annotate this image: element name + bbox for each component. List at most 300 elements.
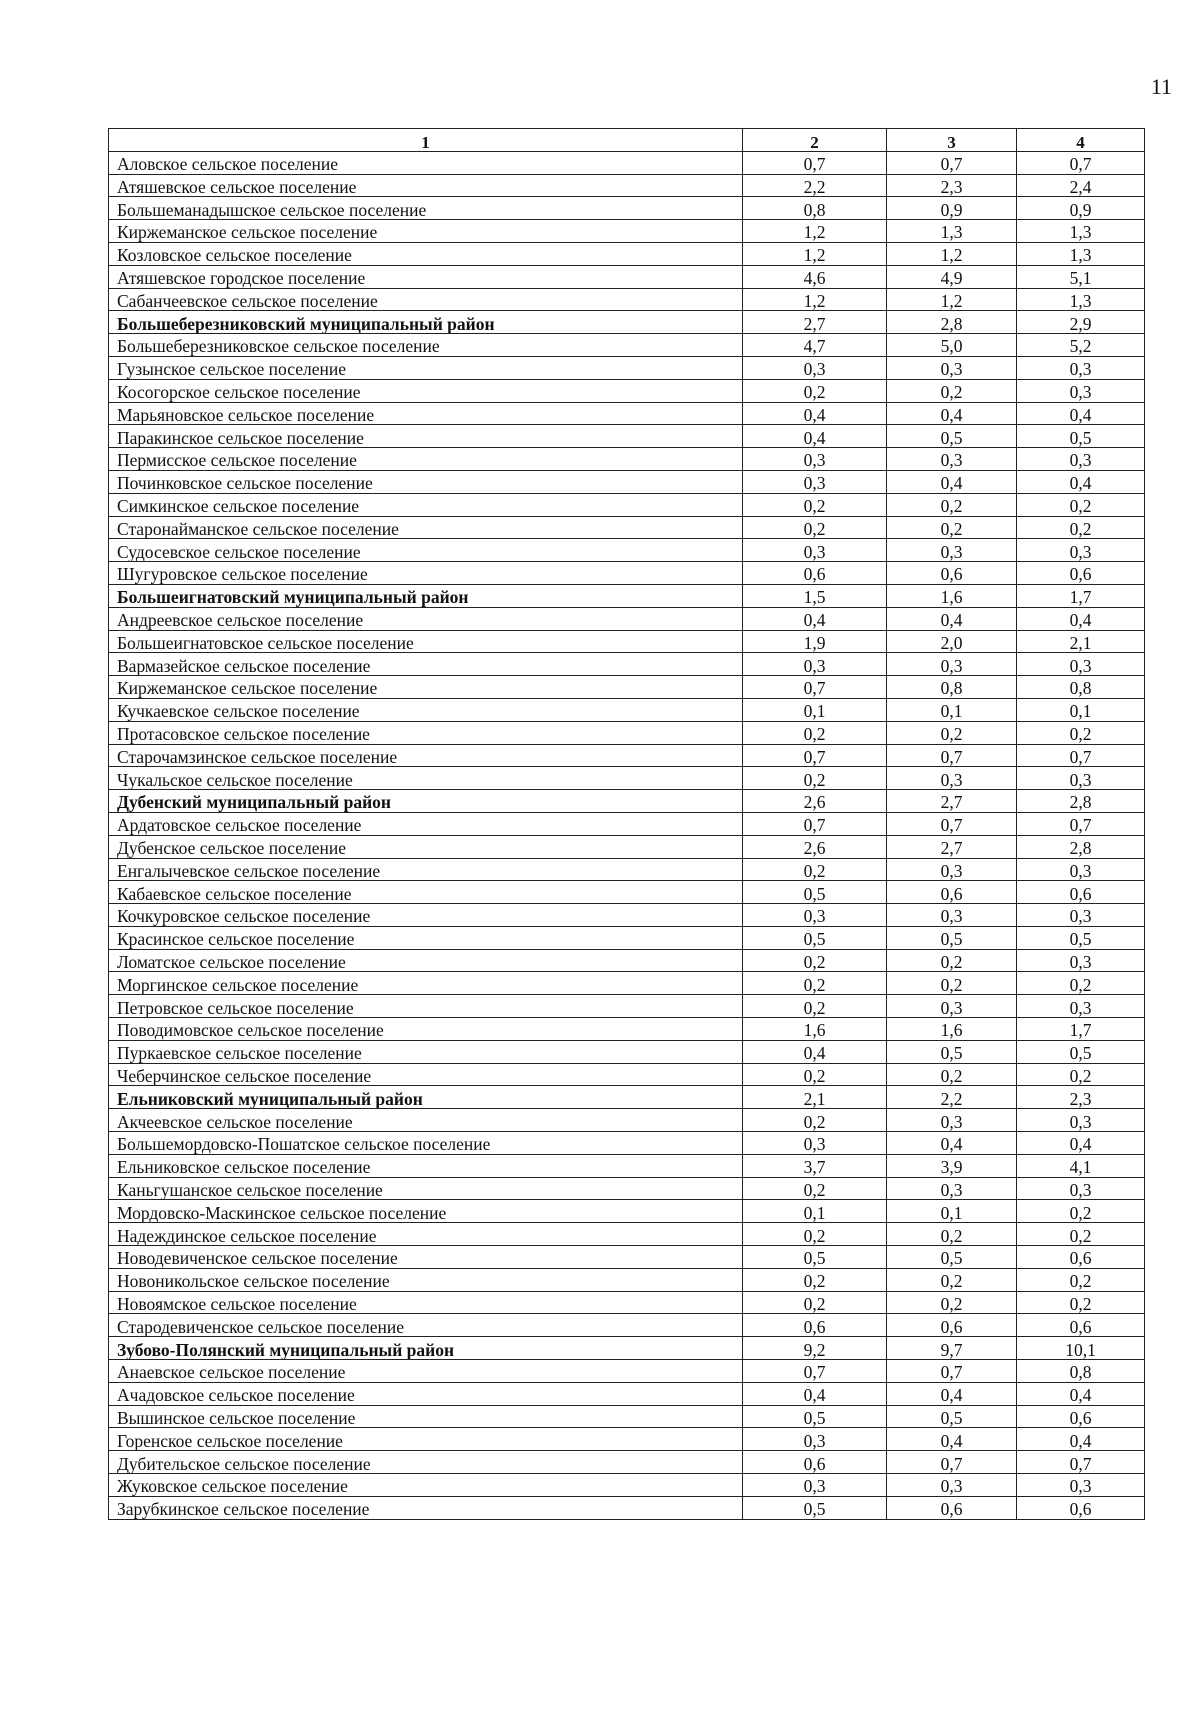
- settlement-name-cell: Кабаевское сельское поселение: [109, 881, 743, 904]
- value-col-3-cell: 0,4: [887, 470, 1017, 493]
- value-col-3-cell: 0,3: [887, 1109, 1017, 1132]
- value-col-3-cell: 0,2: [887, 516, 1017, 539]
- column-header-3: 3: [887, 129, 1017, 152]
- settlement-name-cell: Сабанчеевское сельское поселение: [109, 288, 743, 311]
- value-col-2-cell: 0,7: [743, 744, 887, 767]
- table-row: [109, 1428, 1145, 1451]
- settlement-name-cell: Ачадовское сельское поселение: [109, 1382, 743, 1405]
- settlement-name-cell: Атяшевское городское поселение: [109, 265, 743, 288]
- value-col-3-cell: 0,7: [887, 1451, 1017, 1474]
- settlement-name-cell: Зарубкинское сельское поселение: [109, 1496, 743, 1519]
- value-col-2-cell: 0,3: [743, 470, 887, 493]
- settlement-name-cell: Большеберезниковский муниципальный район: [109, 311, 743, 334]
- value-col-3-cell: 2,3: [887, 174, 1017, 197]
- value-col-4-cell: 0,4: [1017, 470, 1145, 493]
- value-col-4-cell: 5,2: [1017, 334, 1145, 357]
- value-col-3-cell: 0,4: [887, 607, 1017, 630]
- table-row: [109, 1451, 1145, 1474]
- settlement-name-cell: Большеберезниковское сельское поселение: [109, 334, 743, 357]
- value-col-2-cell: 0,4: [743, 607, 887, 630]
- settlement-name-cell: Большеигнатовское сельское поселение: [109, 630, 743, 653]
- table-row: [109, 676, 1145, 699]
- settlement-name-cell: Новодевиченское сельское поселение: [109, 1246, 743, 1269]
- table-row: [109, 151, 1145, 174]
- settlement-name-cell: Красинское сельское поселение: [109, 926, 743, 949]
- table-row: [109, 174, 1145, 197]
- table-row: [109, 881, 1145, 904]
- settlement-name-cell: Симкинское сельское поселение: [109, 493, 743, 516]
- value-col-2-cell: 0,5: [743, 1496, 887, 1519]
- settlement-name-cell: Надеждинское сельское поселение: [109, 1223, 743, 1246]
- settlement-name-cell: Моргинское сельское поселение: [109, 972, 743, 995]
- value-col-2-cell: 0,2: [743, 1109, 887, 1132]
- value-col-2-cell: 0,5: [743, 926, 887, 949]
- value-col-4-cell: 0,7: [1017, 744, 1145, 767]
- value-col-4-cell: 0,2: [1017, 1268, 1145, 1291]
- settlement-name-cell: Киржеманское сельское поселение: [109, 676, 743, 699]
- value-col-4-cell: 0,3: [1017, 356, 1145, 379]
- table-row: [109, 995, 1145, 1018]
- value-col-3-cell: 0,6: [887, 562, 1017, 585]
- settlement-name-cell: Паракинское сельское поселение: [109, 425, 743, 448]
- table-row: [109, 539, 1145, 562]
- table-row: [109, 1132, 1145, 1155]
- table-row: [109, 949, 1145, 972]
- value-col-4-cell: 1,7: [1017, 584, 1145, 607]
- settlement-name-cell: Атяшевское сельское поселение: [109, 174, 743, 197]
- value-col-2-cell: 0,2: [743, 949, 887, 972]
- value-col-2-cell: 4,6: [743, 265, 887, 288]
- value-col-2-cell: 0,2: [743, 493, 887, 516]
- table-header-row: [109, 129, 1145, 152]
- settlement-name-cell: Кочкуровское сельское поселение: [109, 904, 743, 927]
- table-row: [109, 630, 1145, 653]
- value-col-4-cell: 0,2: [1017, 1291, 1145, 1314]
- value-col-4-cell: 0,3: [1017, 1109, 1145, 1132]
- table-row: [109, 1314, 1145, 1337]
- value-col-2-cell: 4,7: [743, 334, 887, 357]
- value-col-4-cell: 0,3: [1017, 767, 1145, 790]
- value-col-4-cell: 0,2: [1017, 1223, 1145, 1246]
- table-row: [109, 1063, 1145, 1086]
- value-col-2-cell: 0,4: [743, 1040, 887, 1063]
- table-row: [109, 1154, 1145, 1177]
- value-col-2-cell: 2,7: [743, 311, 887, 334]
- settlement-name-cell: Каньгушанское сельское поселение: [109, 1177, 743, 1200]
- table-row: [109, 744, 1145, 767]
- value-col-4-cell: 1,7: [1017, 1018, 1145, 1041]
- district-row: [109, 311, 1145, 334]
- value-col-2-cell: 0,3: [743, 653, 887, 676]
- table-row: [109, 1360, 1145, 1383]
- value-col-2-cell: 0,7: [743, 1360, 887, 1383]
- table-row: [109, 698, 1145, 721]
- value-col-4-cell: 0,3: [1017, 949, 1145, 972]
- value-col-3-cell: 0,1: [887, 698, 1017, 721]
- value-col-4-cell: 0,5: [1017, 926, 1145, 949]
- table-row: [109, 242, 1145, 265]
- table-row: [109, 858, 1145, 881]
- value-col-2-cell: 0,1: [743, 1200, 887, 1223]
- value-col-2-cell: 2,6: [743, 835, 887, 858]
- value-col-2-cell: 9,2: [743, 1337, 887, 1360]
- value-col-3-cell: 0,4: [887, 1382, 1017, 1405]
- table-row: [109, 926, 1145, 949]
- value-col-2-cell: 1,9: [743, 630, 887, 653]
- value-col-2-cell: 0,3: [743, 539, 887, 562]
- value-col-3-cell: 0,2: [887, 1291, 1017, 1314]
- value-col-2-cell: 0,7: [743, 676, 887, 699]
- settlement-name-cell: Пермисское сельское поселение: [109, 448, 743, 471]
- table-row: [109, 972, 1145, 995]
- value-col-4-cell: 0,2: [1017, 721, 1145, 744]
- settlement-name-cell: Марьяновское сельское поселение: [109, 402, 743, 425]
- value-col-3-cell: 0,3: [887, 653, 1017, 676]
- settlement-name-cell: Большеманадышское сельское поселение: [109, 197, 743, 220]
- value-col-3-cell: 1,2: [887, 288, 1017, 311]
- value-col-4-cell: 1,3: [1017, 288, 1145, 311]
- settlement-name-cell: Козловское сельское поселение: [109, 242, 743, 265]
- value-col-3-cell: 0,2: [887, 1223, 1017, 1246]
- value-col-3-cell: 0,6: [887, 1496, 1017, 1519]
- settlement-name-cell: Чукальское сельское поселение: [109, 767, 743, 790]
- settlement-name-cell: Петровское сельское поселение: [109, 995, 743, 1018]
- value-col-3-cell: 1,6: [887, 1018, 1017, 1041]
- value-col-4-cell: 0,6: [1017, 1314, 1145, 1337]
- table-row: [109, 1291, 1145, 1314]
- table-row: [109, 470, 1145, 493]
- value-col-2-cell: 0,3: [743, 1474, 887, 1497]
- table-row: [109, 448, 1145, 471]
- value-col-4-cell: 2,1: [1017, 630, 1145, 653]
- table-row: [109, 1405, 1145, 1428]
- table-row: [109, 721, 1145, 744]
- table-row: [109, 653, 1145, 676]
- table-row: [109, 197, 1145, 220]
- value-col-3-cell: 0,3: [887, 448, 1017, 471]
- value-col-4-cell: 0,3: [1017, 653, 1145, 676]
- value-col-3-cell: 0,3: [887, 356, 1017, 379]
- table-row: [109, 1382, 1145, 1405]
- settlement-name-cell: Акчеевское сельское поселение: [109, 1109, 743, 1132]
- value-col-4-cell: 0,4: [1017, 402, 1145, 425]
- value-col-3-cell: 0,4: [887, 402, 1017, 425]
- value-col-2-cell: 0,5: [743, 881, 887, 904]
- settlement-name-cell: Стародевиченское сельское поселение: [109, 1314, 743, 1337]
- settlement-name-cell: Большеигнатовский муниципальный район: [109, 584, 743, 607]
- table-row: [109, 1474, 1145, 1497]
- table-row: [109, 379, 1145, 402]
- settlement-name-cell: Старонайманское сельское поселение: [109, 516, 743, 539]
- table-row: [109, 1268, 1145, 1291]
- value-col-4-cell: 0,6: [1017, 881, 1145, 904]
- value-col-2-cell: 1,6: [743, 1018, 887, 1041]
- value-col-3-cell: 2,7: [887, 790, 1017, 813]
- table-row: [109, 265, 1145, 288]
- settlement-name-cell: Жуковское сельское поселение: [109, 1474, 743, 1497]
- value-col-2-cell: 1,2: [743, 288, 887, 311]
- table-row: [109, 493, 1145, 516]
- value-col-3-cell: 0,7: [887, 1360, 1017, 1383]
- value-col-4-cell: 2,8: [1017, 835, 1145, 858]
- settlement-name-cell: Ельниковский муниципальный район: [109, 1086, 743, 1109]
- settlement-name-cell: Протасовское сельское поселение: [109, 721, 743, 744]
- value-col-2-cell: 0,3: [743, 448, 887, 471]
- table-row: [109, 812, 1145, 835]
- value-col-2-cell: 0,1: [743, 698, 887, 721]
- settlement-name-cell: Гузынское сельское поселение: [109, 356, 743, 379]
- value-col-3-cell: 2,2: [887, 1086, 1017, 1109]
- value-col-4-cell: 0,3: [1017, 1474, 1145, 1497]
- value-col-2-cell: 0,8: [743, 197, 887, 220]
- table-row: [109, 1246, 1145, 1269]
- column-header-1: 1: [109, 129, 743, 152]
- value-col-2-cell: 0,2: [743, 995, 887, 1018]
- value-col-4-cell: 0,3: [1017, 904, 1145, 927]
- settlement-name-cell: Мордовско-Маскинское сельское поселение: [109, 1200, 743, 1223]
- table-row: [109, 904, 1145, 927]
- value-col-3-cell: 2,8: [887, 311, 1017, 334]
- value-col-4-cell: 2,9: [1017, 311, 1145, 334]
- value-col-2-cell: 0,2: [743, 1177, 887, 1200]
- value-col-3-cell: 0,4: [887, 1428, 1017, 1451]
- settlement-name-cell: Аловское сельское поселение: [109, 151, 743, 174]
- value-col-2-cell: 0,3: [743, 1132, 887, 1155]
- table-row: [109, 1018, 1145, 1041]
- value-col-2-cell: 0,3: [743, 356, 887, 379]
- value-col-3-cell: 3,9: [887, 1154, 1017, 1177]
- value-col-2-cell: 0,5: [743, 1246, 887, 1269]
- value-col-4-cell: 0,6: [1017, 562, 1145, 585]
- value-col-3-cell: 0,7: [887, 151, 1017, 174]
- value-col-4-cell: 2,8: [1017, 790, 1145, 813]
- value-col-4-cell: 0,3: [1017, 448, 1145, 471]
- table-row: [109, 1223, 1145, 1246]
- value-col-3-cell: 0,2: [887, 721, 1017, 744]
- value-col-2-cell: 0,5: [743, 1405, 887, 1428]
- value-col-2-cell: 0,4: [743, 402, 887, 425]
- data-table: [108, 128, 1145, 1520]
- value-col-3-cell: 0,2: [887, 1268, 1017, 1291]
- settlement-name-cell: Починковское сельское поселение: [109, 470, 743, 493]
- value-col-2-cell: 0,2: [743, 1268, 887, 1291]
- table-row: [109, 356, 1145, 379]
- value-col-4-cell: 0,7: [1017, 151, 1145, 174]
- table-row: [109, 288, 1145, 311]
- value-col-3-cell: 0,3: [887, 1474, 1017, 1497]
- value-col-4-cell: 0,2: [1017, 516, 1145, 539]
- value-col-3-cell: 0,4: [887, 1132, 1017, 1155]
- value-col-4-cell: 0,2: [1017, 1200, 1145, 1223]
- settlement-name-cell: Андреевское сельское поселение: [109, 607, 743, 630]
- value-col-4-cell: 0,7: [1017, 812, 1145, 835]
- value-col-3-cell: 0,3: [887, 904, 1017, 927]
- value-col-2-cell: 0,6: [743, 562, 887, 585]
- settlement-name-cell: Анаевское сельское поселение: [109, 1360, 743, 1383]
- settlement-name-cell: Шугуровское сельское поселение: [109, 562, 743, 585]
- settlement-name-cell: Дубительское сельское поселение: [109, 1451, 743, 1474]
- table-row: [109, 334, 1145, 357]
- value-col-4-cell: 0,4: [1017, 1428, 1145, 1451]
- value-col-4-cell: 0,5: [1017, 425, 1145, 448]
- column-header-4: 4: [1017, 129, 1145, 152]
- value-col-4-cell: 0,4: [1017, 1132, 1145, 1155]
- value-col-4-cell: 4,1: [1017, 1154, 1145, 1177]
- value-col-3-cell: 4,9: [887, 265, 1017, 288]
- value-col-2-cell: 0,4: [743, 425, 887, 448]
- value-col-3-cell: 0,5: [887, 1246, 1017, 1269]
- value-col-4-cell: 0,7: [1017, 1451, 1145, 1474]
- settlement-name-cell: Косогорское сельское поселение: [109, 379, 743, 402]
- column-header-2: 2: [743, 129, 887, 152]
- value-col-2-cell: 1,2: [743, 242, 887, 265]
- value-col-3-cell: 0,6: [887, 1314, 1017, 1337]
- table-body: [109, 151, 1145, 1519]
- value-col-4-cell: 2,4: [1017, 174, 1145, 197]
- value-col-2-cell: 0,2: [743, 516, 887, 539]
- value-col-2-cell: 0,3: [743, 904, 887, 927]
- value-col-3-cell: 0,8: [887, 676, 1017, 699]
- settlement-name-cell: Горенское сельское поселение: [109, 1428, 743, 1451]
- value-col-3-cell: 0,3: [887, 1177, 1017, 1200]
- settlement-name-cell: Зубово-Полянский муниципальный район: [109, 1337, 743, 1360]
- value-col-4-cell: 5,1: [1017, 265, 1145, 288]
- value-col-2-cell: 0,2: [743, 379, 887, 402]
- value-col-2-cell: 0,6: [743, 1451, 887, 1474]
- value-col-3-cell: 0,5: [887, 425, 1017, 448]
- table-row: [109, 767, 1145, 790]
- value-col-4-cell: 0,8: [1017, 676, 1145, 699]
- value-col-4-cell: 0,6: [1017, 1246, 1145, 1269]
- settlement-name-cell: Дубенское сельское поселение: [109, 835, 743, 858]
- table-row: [109, 425, 1145, 448]
- value-col-3-cell: 0,2: [887, 949, 1017, 972]
- value-col-4-cell: 0,4: [1017, 607, 1145, 630]
- settlement-name-cell: Ардатовское сельское поселение: [109, 812, 743, 835]
- value-col-2-cell: 0,7: [743, 812, 887, 835]
- district-row: [109, 790, 1145, 813]
- table-row: [109, 1177, 1145, 1200]
- value-col-4-cell: 0,3: [1017, 379, 1145, 402]
- value-col-2-cell: 0,2: [743, 1291, 887, 1314]
- value-col-4-cell: 0,2: [1017, 493, 1145, 516]
- value-col-4-cell: 2,3: [1017, 1086, 1145, 1109]
- value-col-4-cell: 10,1: [1017, 1337, 1145, 1360]
- value-col-4-cell: 0,2: [1017, 1063, 1145, 1086]
- value-col-4-cell: 0,9: [1017, 197, 1145, 220]
- value-col-3-cell: 0,2: [887, 1063, 1017, 1086]
- value-col-3-cell: 0,5: [887, 1405, 1017, 1428]
- value-col-4-cell: 0,3: [1017, 539, 1145, 562]
- settlement-name-cell: Поводимовское сельское поселение: [109, 1018, 743, 1041]
- district-row: [109, 1337, 1145, 1360]
- value-col-3-cell: 0,2: [887, 379, 1017, 402]
- settlement-name-cell: Ломатское сельское поселение: [109, 949, 743, 972]
- settlement-name-cell: Ельниковское сельское поселение: [109, 1154, 743, 1177]
- value-col-2-cell: 1,2: [743, 220, 887, 243]
- value-col-3-cell: 0,3: [887, 539, 1017, 562]
- value-col-2-cell: 0,2: [743, 858, 887, 881]
- value-col-3-cell: 9,7: [887, 1337, 1017, 1360]
- value-col-3-cell: 0,7: [887, 812, 1017, 835]
- value-col-2-cell: 2,2: [743, 174, 887, 197]
- table-row: [109, 1040, 1145, 1063]
- value-col-3-cell: 2,7: [887, 835, 1017, 858]
- value-col-2-cell: 0,2: [743, 767, 887, 790]
- settlement-name-cell: Новоникольское сельское поселение: [109, 1268, 743, 1291]
- value-col-3-cell: 0,1: [887, 1200, 1017, 1223]
- value-col-3-cell: 1,3: [887, 220, 1017, 243]
- value-col-4-cell: 1,3: [1017, 220, 1145, 243]
- table-row: [109, 562, 1145, 585]
- value-col-3-cell: 0,2: [887, 493, 1017, 516]
- value-col-2-cell: 3,7: [743, 1154, 887, 1177]
- value-col-3-cell: 2,0: [887, 630, 1017, 653]
- value-col-4-cell: 0,3: [1017, 1177, 1145, 1200]
- settlement-name-cell: Чеберчинское сельское поселение: [109, 1063, 743, 1086]
- value-col-4-cell: 0,8: [1017, 1360, 1145, 1383]
- value-col-4-cell: 0,4: [1017, 1382, 1145, 1405]
- table-row: [109, 1109, 1145, 1132]
- value-col-4-cell: 0,2: [1017, 972, 1145, 995]
- settlement-name-cell: Большемордовско-Пошатское сельское поселение: [109, 1132, 743, 1155]
- value-col-3-cell: 0,3: [887, 858, 1017, 881]
- settlement-name-cell: Новоямское сельское поселение: [109, 1291, 743, 1314]
- table-row: [109, 220, 1145, 243]
- page-number: 11: [1150, 74, 1172, 99]
- value-col-2-cell: 2,6: [743, 790, 887, 813]
- value-col-3-cell: 0,5: [887, 1040, 1017, 1063]
- value-col-2-cell: 2,1: [743, 1086, 887, 1109]
- value-col-3-cell: 0,7: [887, 744, 1017, 767]
- value-col-3-cell: 0,6: [887, 881, 1017, 904]
- value-col-2-cell: 0,2: [743, 721, 887, 744]
- value-col-4-cell: 0,6: [1017, 1496, 1145, 1519]
- table-row: [109, 1496, 1145, 1519]
- value-col-4-cell: 0,1: [1017, 698, 1145, 721]
- value-col-2-cell: 0,2: [743, 1223, 887, 1246]
- value-col-3-cell: 1,6: [887, 584, 1017, 607]
- settlement-name-cell: Пуркаевское сельское поселение: [109, 1040, 743, 1063]
- value-col-2-cell: 1,5: [743, 584, 887, 607]
- value-col-3-cell: 0,3: [887, 995, 1017, 1018]
- table-row: [109, 607, 1145, 630]
- value-col-4-cell: 1,3: [1017, 242, 1145, 265]
- table-row: [109, 1200, 1145, 1223]
- value-col-3-cell: 0,3: [887, 767, 1017, 790]
- value-col-2-cell: 0,6: [743, 1314, 887, 1337]
- settlement-name-cell: Судосевское сельское поселение: [109, 539, 743, 562]
- value-col-2-cell: 0,4: [743, 1382, 887, 1405]
- value-col-2-cell: 0,2: [743, 972, 887, 995]
- value-col-3-cell: 0,9: [887, 197, 1017, 220]
- settlement-name-cell: Старочамзинское сельское поселение: [109, 744, 743, 767]
- table-row: [109, 516, 1145, 539]
- value-col-3-cell: 0,2: [887, 972, 1017, 995]
- district-row: [109, 1086, 1145, 1109]
- settlement-name-cell: Вармазейское сельское поселение: [109, 653, 743, 676]
- value-col-4-cell: 0,3: [1017, 858, 1145, 881]
- value-col-3-cell: 1,2: [887, 242, 1017, 265]
- settlement-name-cell: Киржеманское сельское поселение: [109, 220, 743, 243]
- value-col-2-cell: 0,2: [743, 1063, 887, 1086]
- value-col-4-cell: 0,6: [1017, 1405, 1145, 1428]
- district-row: [109, 584, 1145, 607]
- value-col-4-cell: 0,5: [1017, 1040, 1145, 1063]
- value-col-2-cell: 0,7: [743, 151, 887, 174]
- table-row: [109, 835, 1145, 858]
- settlement-name-cell: Дубенский муниципальный район: [109, 790, 743, 813]
